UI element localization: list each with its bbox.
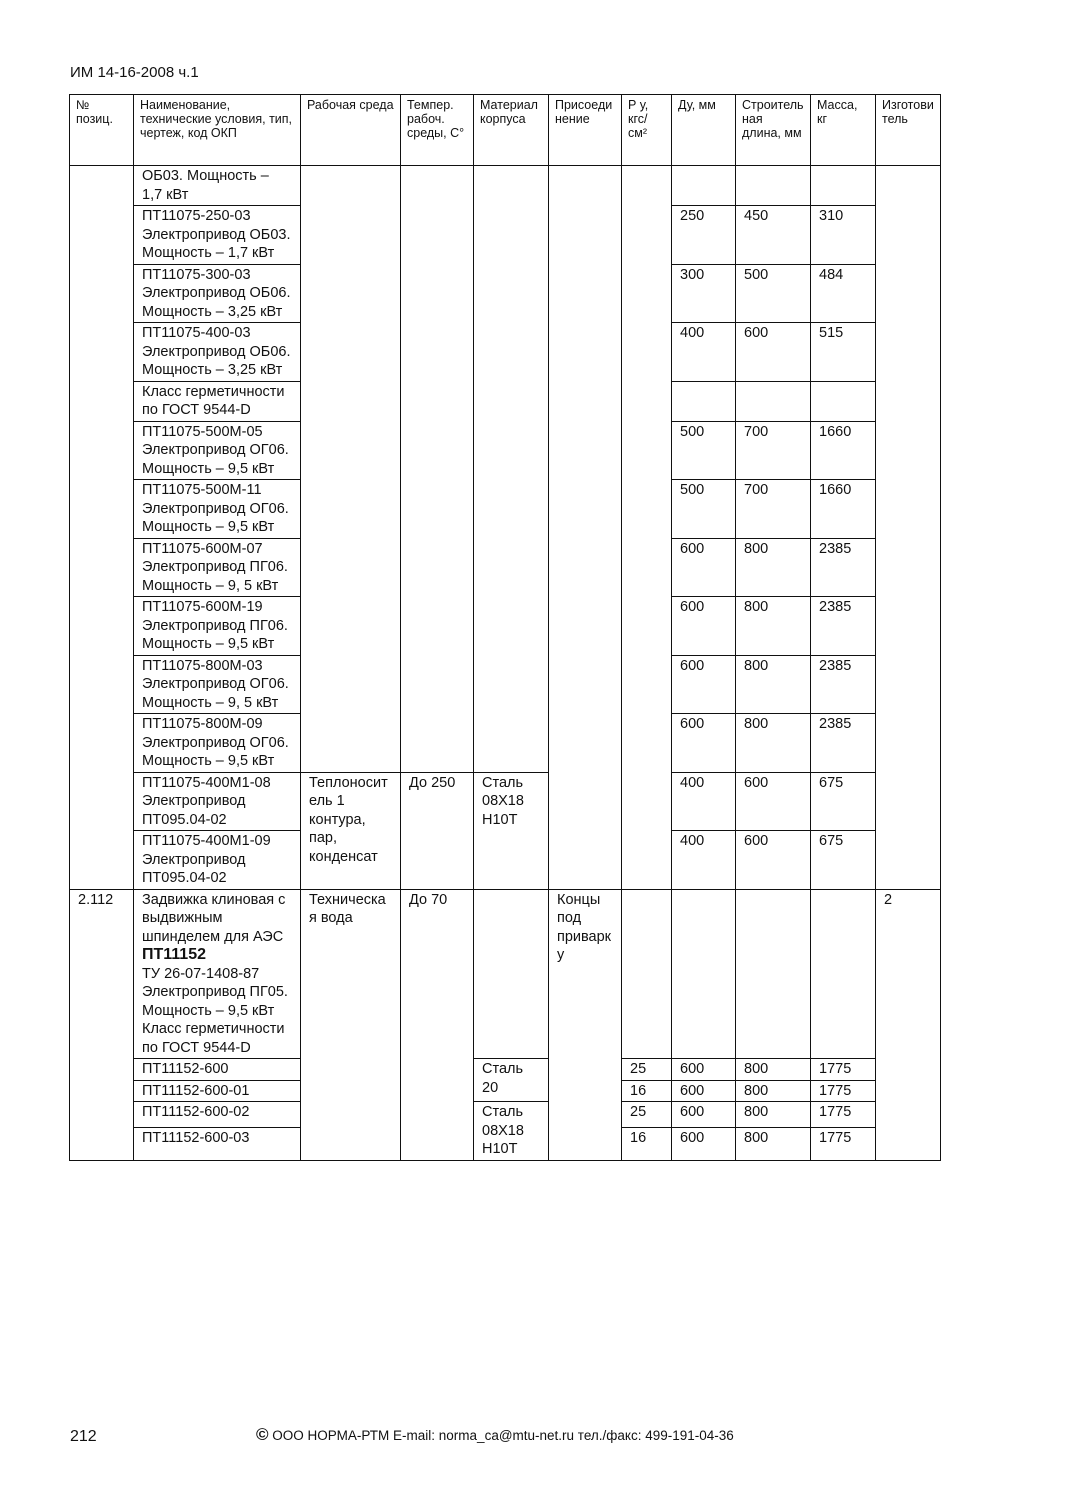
mass-cell [811,166,876,206]
header-length: Строительная длина, мм [736,95,811,166]
length-cell [736,381,811,421]
length-cell: 800 [736,1102,811,1128]
dn-cell [672,166,736,206]
name-cell: ПТ11075-500М-11 Электропривод ОГ06. Мощность – 9,5 кВт [134,480,301,539]
table-row [70,166,941,206]
length-cell: 800 [736,655,811,714]
mass-cell: 1775 [811,1127,876,1160]
dn-cell: 250 [672,206,736,265]
length-cell [736,166,811,206]
item-spec: ТУ 26-07-1408-87 Электропривод ПГ05. Мощность – 9,5 кВт [142,965,288,1019]
length-cell: 800 [736,597,811,656]
medium-cell [301,166,401,773]
footer [256,1425,734,1445]
dn-cell: 400 [672,831,736,890]
pos-cell [70,166,134,890]
name-cell [134,889,301,1059]
length-cell: 600 [736,772,811,831]
pressure-cell: 16 [622,1127,672,1160]
name-cell: ПТ11075-400М1-09 Электропривод ПТ095.04-02 [134,831,301,890]
material-cell [474,166,549,773]
dn-cell: 600 [672,714,736,773]
dn-cell: 600 [672,655,736,714]
table-row [70,772,941,831]
name-cell: ПТ11152-600 [134,1059,301,1081]
footer-text: ООО НОРМА-РТМ E-mail: norma_ca@mtu-net.ru тел./факс: 499-191-04-36 [272,1428,734,1443]
header-pos: № позиц. [70,95,134,166]
mass-cell: 484 [811,264,876,323]
mass-cell: 515 [811,323,876,382]
table-row [70,889,941,1059]
dn-cell: 400 [672,772,736,831]
length-cell: 600 [736,831,811,890]
pressure-cell: 25 [622,1059,672,1081]
maker-cell [876,166,941,890]
name-cell: ПТ11075-300-03 Электропривод ОБ06. Мощность – 3,25 кВт [134,264,301,323]
dn-cell: 400 [672,323,736,382]
material-cell [474,889,549,1059]
mass-cell: 675 [811,772,876,831]
name-cell: ПТ11075-400-03 Электропривод ОБ06. Мощность – 3,25 кВт [134,323,301,382]
mass-cell [811,889,876,1059]
dn-cell [672,381,736,421]
page-number: 212 [70,1428,97,1445]
name-cell: ПТ11075-800М-03 Электропривод ОГ06. Мощность – 9, 5 кВт [134,655,301,714]
length-cell: 800 [736,538,811,597]
name-cell: ПТ11075-800М-09 Электропривод ОГ06. Мощность – 9,5 кВт [134,714,301,773]
name-cell: ПТ11075-600М-19 Электропривод ПГ06. Мощность – 9,5 кВт [134,597,301,656]
length-cell: 800 [736,1127,811,1160]
tightness-class: Класс герметичности по ГОСТ 9544-D [142,1021,285,1056]
medium-cell: Техническая вода [301,889,401,1160]
name-cell: ПТ11075-250-03 Электропривод ОБ03. Мощность – 1,7 кВт [134,206,301,265]
header-medium: Рабочая среда [301,95,401,166]
dn-cell: 600 [672,1080,736,1102]
length-cell: 450 [736,206,811,265]
name-cell: ПТ11075-500М-05 Электропривод ОГ06. Мощность – 9,5 кВт [134,421,301,480]
length-cell: 800 [736,714,811,773]
dn-cell: 500 [672,421,736,480]
name-cell: ПТ11152-600-02 [134,1102,301,1128]
item-description: Задвижка клиновая с выдвижным шпинделем для АЭС [142,891,286,945]
header-name: Наименование, технические условия, тип, чертеж, код ОКП [134,95,301,166]
header-mass: Масса, кг [811,95,876,166]
length-cell: 800 [736,1059,811,1081]
dn-cell: 600 [672,1127,736,1160]
dn-cell [672,889,736,1059]
temp-cell: До 250 [401,772,474,889]
table-row [70,1059,941,1081]
header-dn: Ду, мм [672,95,736,166]
pressure-cell [622,889,672,1059]
mass-cell: 1775 [811,1080,876,1102]
length-cell: 600 [736,323,811,382]
header-pressure: Р у, кгс/см² [622,95,672,166]
table-header-row [70,95,941,166]
material-cell: Сталь 08Х18 Н10Т [474,772,549,889]
material-cell: Сталь 08Х18 Н10Т [474,1102,549,1161]
connection-cell [549,166,622,890]
temp-cell: До 70 [401,889,474,1160]
spec-table [69,94,941,1161]
material-cell: Сталь 20 [474,1059,549,1102]
pressure-cell: 25 [622,1102,672,1128]
name-cell: ПТ11152-600-01 [134,1080,301,1102]
name-cell: ПТ11075-400М1-08 Электропривод ПТ095.04-02 [134,772,301,831]
mass-cell: 1660 [811,480,876,539]
copyright-mark: © [256,1425,269,1444]
pos-cell: 2.112 [70,889,134,1160]
temp-cell [401,166,474,773]
dn-cell: 500 [672,480,736,539]
mass-cell: 2385 [811,714,876,773]
header-connection: Присоединение [549,95,622,166]
name-cell: ОБ03. Мощность – 1,7 кВт [134,166,301,206]
mass-cell: 675 [811,831,876,890]
dn-cell: 600 [672,1059,736,1081]
medium-cell: Теплоноситель 1 контура, пар, конденсат [301,772,401,889]
connection-cell: Концы под приварку [549,889,622,1160]
pressure-cell [622,166,672,890]
table-row [70,1102,941,1128]
pressure-cell: 16 [622,1080,672,1102]
name-cell: ПТ11075-600М-07 Электропривод ПГ06. Мощность – 9, 5 кВт [134,538,301,597]
mass-cell: 2385 [811,538,876,597]
length-cell: 700 [736,421,811,480]
length-cell: 500 [736,264,811,323]
mass-cell: 2385 [811,655,876,714]
document-id: ИМ 14-16-2008 ч.1 [70,64,199,81]
dn-cell: 600 [672,1102,736,1128]
header-material: Материал корпуса [474,95,549,166]
item-code: ПТ11152 [142,946,206,963]
length-cell: 800 [736,1080,811,1102]
length-cell: 700 [736,480,811,539]
length-cell [736,889,811,1059]
header-temp: Темпер. рабоч. среды, С° [401,95,474,166]
dn-cell: 600 [672,538,736,597]
dn-cell: 300 [672,264,736,323]
name-cell: ПТ11152-600-03 [134,1127,301,1160]
name-cell: Класс герметичности по ГОСТ 9544-D [134,381,301,421]
mass-cell [811,381,876,421]
dn-cell: 600 [672,597,736,656]
mass-cell: 1660 [811,421,876,480]
mass-cell: 1775 [811,1059,876,1081]
header-maker: Изготовитель [876,95,941,166]
mass-cell: 1775 [811,1102,876,1128]
mass-cell: 310 [811,206,876,265]
maker-cell: 2 [876,889,941,1160]
mass-cell: 2385 [811,597,876,656]
